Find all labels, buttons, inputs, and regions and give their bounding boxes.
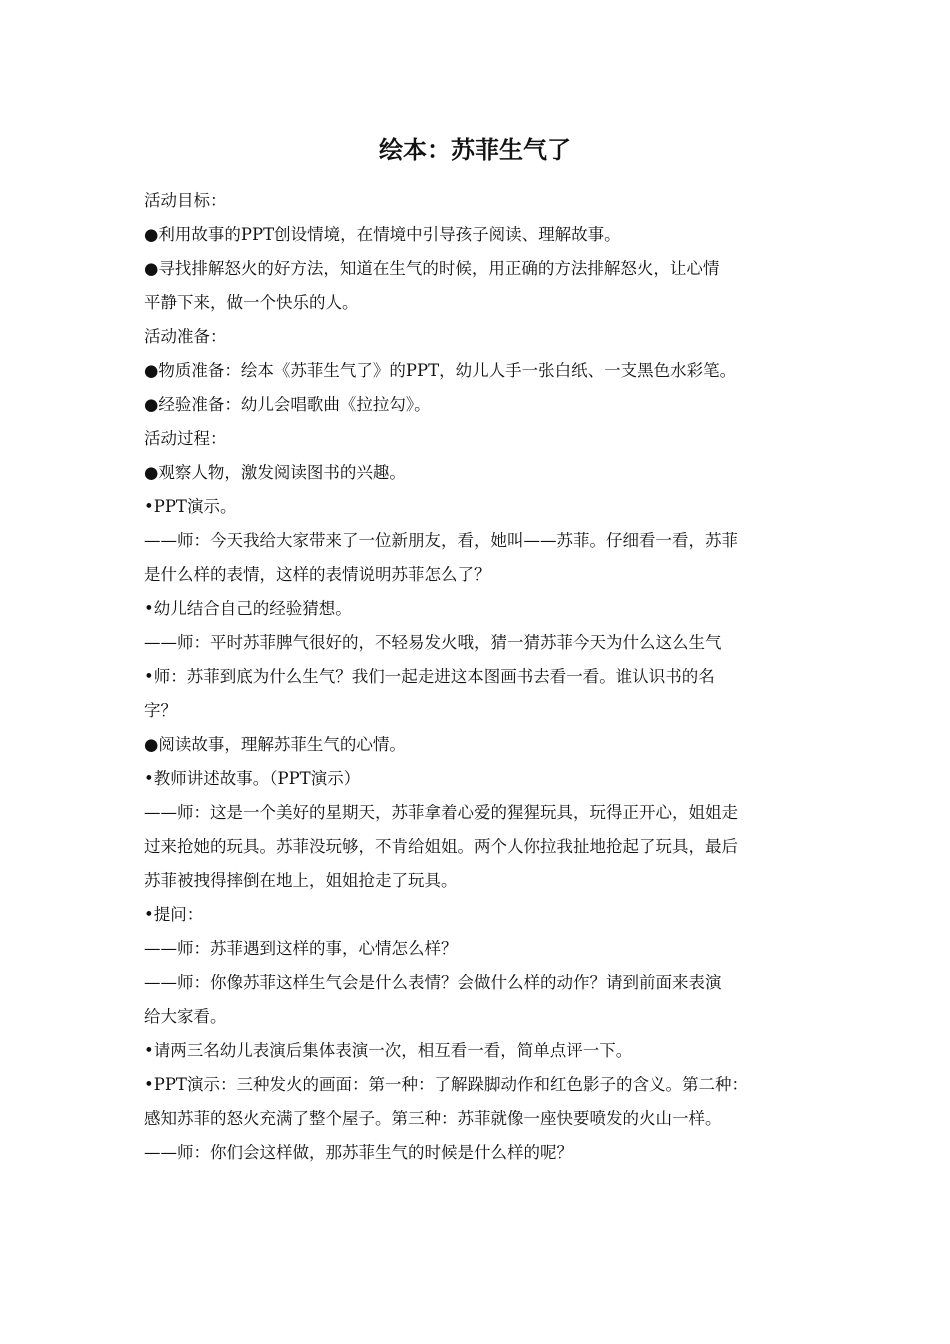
process-step-2: ●阅读故事，理解苏菲生气的心情。 <box>144 735 406 754</box>
process-bullet-cont: 感知苏菲的怒火充满了整个屋子。第三种：苏菲就像一座快要喷发的火山一样。 <box>144 1109 722 1128</box>
teacher-line: ——师：你们会这样做，那苏菲生气的时候是什么样的呢？ <box>144 1143 573 1162</box>
teacher-line: ——师：苏菲遇到这样的事，心情怎么样？ <box>144 939 458 958</box>
teacher-line: ——师：平时苏菲脾气很好的，不轻易发火哦，猜一猜苏菲今天为什么这么生气 <box>144 633 722 652</box>
process-bullet-cont: 字？ <box>144 701 177 720</box>
teacher-line-cont: 过来抢她的玩具。苏菲没玩够，不肯给姐姐。两个人你拉我扯地抢起了玩具，最后 <box>144 837 738 856</box>
teacher-line-cont: 苏菲被拽得摔倒在地上，姐姐抢走了玩具。 <box>144 871 458 890</box>
goal-item-2-cont: 平静下来，做一个快乐的人。 <box>144 293 359 312</box>
process-bullet: •师：苏菲到底为什么生气？我们一起走进这本图画书去看一看。谁认识书的名 <box>144 667 715 686</box>
process-bullet: •幼儿结合自己的经验猜想。 <box>144 599 352 618</box>
process-bullet: •提问： <box>144 905 204 924</box>
section-heading-preparation: 活动准备： <box>144 327 227 346</box>
document-body <box>144 184 812 1170</box>
teacher-line: ——师：今天我给大家带来了一位新朋友，看，她叫——苏菲。仔细看一看，苏菲 <box>144 531 738 550</box>
process-bullet: •PPT演示。 <box>144 497 237 516</box>
section-heading-goals: 活动目标： <box>144 191 227 210</box>
teacher-line: ——师：这是一个美好的星期天，苏菲拿着心爱的猩猩玩具，玩得正开心，姐姐走 <box>144 803 738 822</box>
teacher-line-cont: 是什么样的表情，这样的表情说明苏菲怎么了？ <box>144 565 491 584</box>
teacher-line-cont: 给大家看。 <box>144 1007 227 1026</box>
process-bullet: •请两三名幼儿表演后集体表演一次，相互看一看，简单点评一下。 <box>144 1041 633 1060</box>
process-step-1: ●观察人物，激发阅读图书的兴趣。 <box>144 463 406 482</box>
goal-item-1: ●利用故事的PPT创设情境，在情境中引导孩子阅读、理解故事。 <box>144 225 621 244</box>
preparation-item-experience: ●经验准备：幼儿会唱歌曲《拉拉勾》。 <box>144 395 431 414</box>
section-heading-process: 活动过程： <box>144 429 227 448</box>
preparation-item-material: ●物质准备：绘本《苏菲生气了》的PPT，幼儿人手一张白纸、一支黑色水彩笔。 <box>144 361 737 380</box>
teacher-line: ——师：你像苏菲这样生气会是什么表情？会做什么样的动作？请到前面来表演 <box>144 973 722 992</box>
document-title: 绘本：苏菲生气了 <box>379 136 571 164</box>
process-bullet: •教师讲述故事。（PPT演示） <box>144 769 361 788</box>
process-bullet: •PPT演示：三种发火的画面：第一种：了解跺脚动作和红色影子的含义。第二种： <box>144 1075 748 1094</box>
goal-item-2: ●寻找排解怒火的好方法，知道在生气的时候，用正确的方法排解怒火，让心情 <box>144 259 720 278</box>
